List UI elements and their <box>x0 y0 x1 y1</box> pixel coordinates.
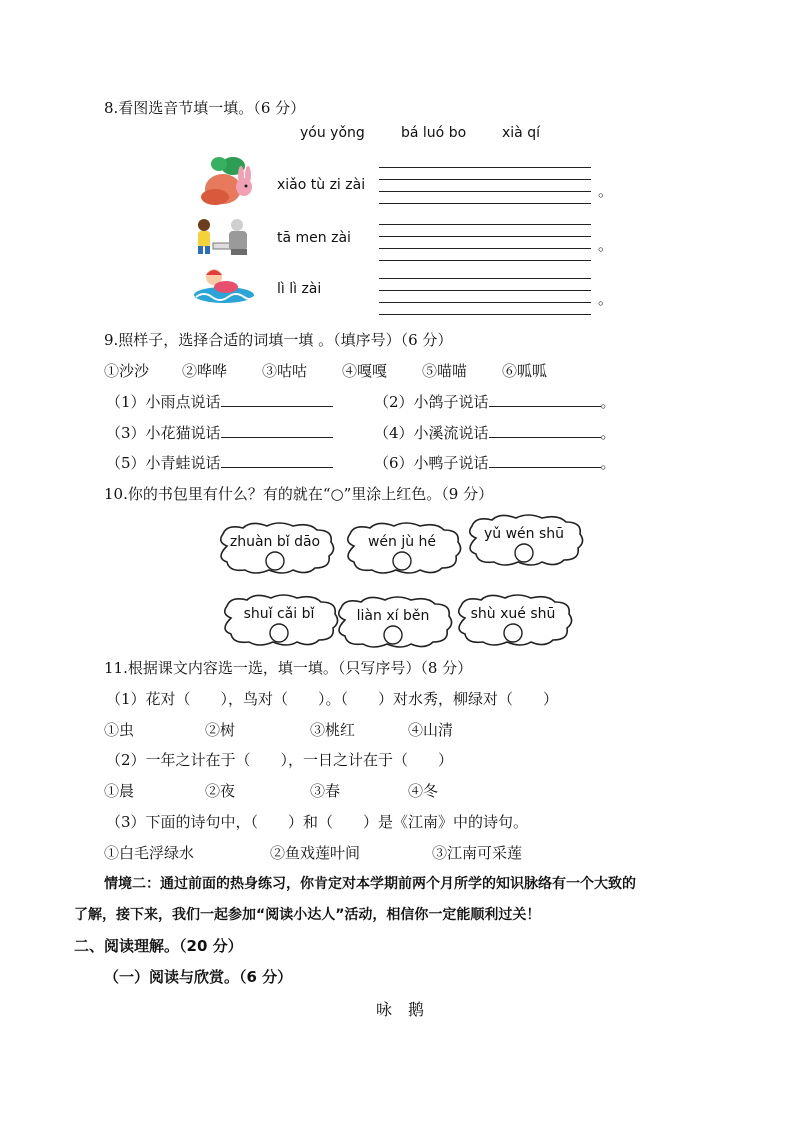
q8-row2-pinyin: tā men zài <box>277 230 351 246</box>
q11-opt3-2: ②鱼戏莲叶间 <box>270 844 361 862</box>
q8-row1-end: 。 <box>598 182 614 200</box>
rabbit-pulling-radish-icon <box>195 153 257 209</box>
section2-title: 二、阅读理解。（20 分） <box>74 937 243 955</box>
q11-opt1-2: ②树 <box>205 721 236 739</box>
q9-choice-6: ⑥呱呱 <box>502 362 548 380</box>
q9-choice-2: ②哗哗 <box>182 362 228 380</box>
q9-choice-1: ①沙沙 <box>104 362 150 380</box>
scenario-line1: 情境二：通过前面的热身练习，你肯定对本学期前两个月所学的知识脉络有一个大致的 <box>104 876 636 892</box>
q8-row1-pinyin: xiǎo tù zi zài <box>277 177 366 193</box>
q11-opt2-1: ①晨 <box>104 782 135 800</box>
cloud-card <box>462 512 586 568</box>
q11-title: 11.根据课文内容选一选，填一填。（只写序号）（8 分） <box>104 659 473 677</box>
cloud-label: zhuàn bǐ dāo <box>229 534 321 550</box>
q11-opt1-1: ①虫 <box>104 721 135 739</box>
q9-title: 9.照样子，选择合适的词填一填 。（填序号）（6 分） <box>104 331 453 349</box>
color-circle[interactable] <box>504 624 522 642</box>
q8-row2-end: 。 <box>598 236 614 254</box>
cloud-card <box>331 594 455 650</box>
q9-item-6: （6）小鸭子说话 。 <box>374 454 616 472</box>
q10-title: 10.你的书包里有什么？有的就在“○”里涂上红色。（9 分） <box>104 485 494 503</box>
cloud-label: shù xué shū <box>470 606 556 622</box>
scenario-line2: 了解，接下来，我们一起参加“阅读小达人”活动，相信你一定能顺利过关！ <box>74 907 541 923</box>
child-swimming-icon <box>192 263 256 305</box>
q8-option-2: bá luó bo <box>401 125 467 141</box>
poem-title: 咏 鹅 <box>376 1000 425 1019</box>
answer-blank[interactable] <box>221 392 333 407</box>
q11-opt3-3: ③江南可采莲 <box>432 844 523 862</box>
section2-subtitle: （一）阅读与欣赏。（6 分） <box>104 968 293 986</box>
q9-choice-4: ④嘎嘎 <box>342 362 388 380</box>
q8-option-3: xià qí <box>502 125 540 141</box>
q8-row2-writing-grid[interactable] <box>379 224 591 261</box>
q11-line2: （2）一年之计在于（ ），一日之计在于（ ） <box>106 751 454 769</box>
color-circle[interactable] <box>384 626 402 644</box>
q9-item-2: （2）小鸽子说话 。 <box>374 393 616 411</box>
answer-blank[interactable] <box>489 453 601 468</box>
cloud-card <box>340 520 464 576</box>
q8-option-1: yóu yǒng <box>300 125 365 141</box>
q9-item-5: （5）小青蛙说话 <box>106 452 333 473</box>
q11-opt2-3: ③春 <box>310 782 341 800</box>
q9-item-1: （1）小雨点说话 <box>106 391 333 412</box>
cloud-label: liàn xí běn <box>356 608 430 624</box>
color-circle[interactable] <box>393 552 411 570</box>
q8-row1-writing-grid[interactable] <box>379 167 591 204</box>
q9-item-4: （4）小溪流说话 。 <box>374 424 616 442</box>
q11-opt1-3: ③桃红 <box>310 721 356 739</box>
q8-row3-pinyin: lì lì zài <box>277 281 322 297</box>
answer-blank[interactable] <box>221 423 333 438</box>
cloud-card <box>213 520 337 576</box>
q11-opt3-1: ①白毛浮绿水 <box>104 844 195 862</box>
q9-choice-3: ③咕咕 <box>262 362 308 380</box>
color-circle[interactable] <box>515 544 533 562</box>
cloud-card <box>451 592 575 648</box>
children-playing-chess-icon <box>193 215 257 257</box>
answer-blank[interactable] <box>489 392 601 407</box>
color-circle[interactable] <box>266 552 284 570</box>
answer-blank[interactable] <box>489 423 601 438</box>
q11-line1: （1）花对（ ），鸟对（ ）。（ ）对水秀，柳绿对（ ） <box>106 690 559 708</box>
answer-blank[interactable] <box>221 453 333 468</box>
q11-line3: （3）下面的诗句中，（ ）和（ ）是《江南》中的诗句。 <box>106 813 529 831</box>
cloud-label: shuǐ cǎi bǐ <box>243 606 315 622</box>
q11-opt1-4: ④山清 <box>408 721 454 739</box>
q11-opt2-2: ②夜 <box>205 782 236 800</box>
q8-row3-end: 。 <box>598 290 614 308</box>
color-circle[interactable] <box>270 624 288 642</box>
cloud-card <box>217 592 341 648</box>
q8-row3-writing-grid[interactable] <box>379 278 591 315</box>
cloud-label: yǔ wén shū <box>483 526 565 542</box>
q9-item-3: （3）小花猫说话 <box>106 422 333 443</box>
q11-opt2-4: ④冬 <box>408 782 439 800</box>
q8-title: 8.看图选音节填一填。（6 分） <box>104 99 306 117</box>
cloud-label: wén jù hé <box>367 534 437 550</box>
q9-choice-5: ⑤喵喵 <box>422 362 468 380</box>
